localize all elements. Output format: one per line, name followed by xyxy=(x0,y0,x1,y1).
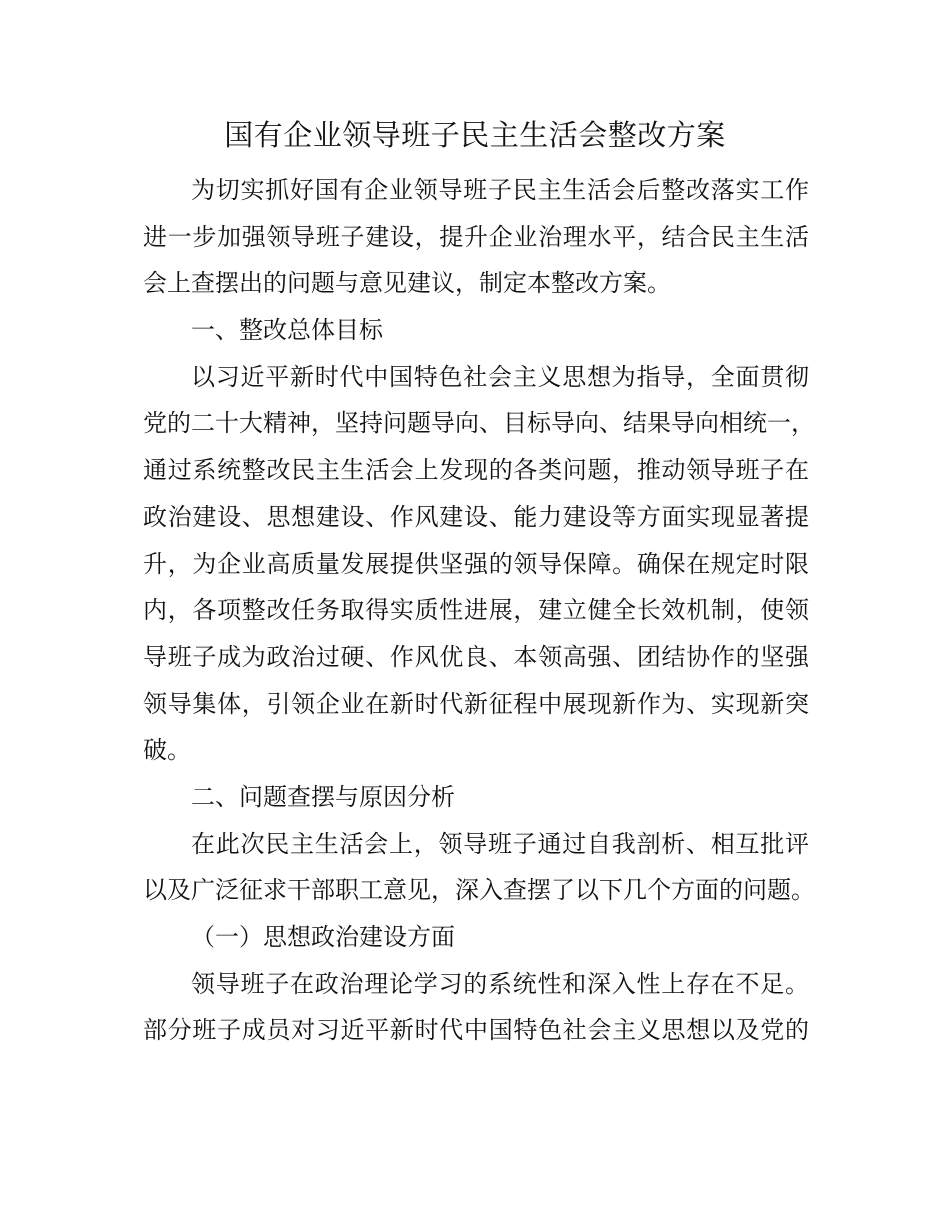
text-line: 领导集体，引领企业在新时代新征程中展现新作为、实现新突 xyxy=(143,689,809,718)
document-title: 国有企业领导班子民主生活会整改方案 xyxy=(224,118,726,152)
text-line: 一、整改总体目标 xyxy=(191,316,383,345)
text-line: 在此次民主生活会上，领导班子通过自我剖析、相互批评 xyxy=(191,829,809,858)
text-line: 领导班子在政治理论学习的系统性和深入性上存在不足。 xyxy=(191,969,809,998)
section-heading xyxy=(143,774,809,821)
text-line: 部分班子成员对习近平新时代中国特色社会主义思想以及党的 xyxy=(143,1016,809,1045)
paragraph xyxy=(143,167,809,307)
section-heading xyxy=(143,307,809,354)
text-line: 进一步加强领导班子建设，提升企业治理水平，结合民主生活 xyxy=(143,222,809,251)
paragraph xyxy=(143,961,809,1054)
text-line: 通过系统整改民主生活会上发现的各类问题，推动领导班子在 xyxy=(143,456,809,485)
text-line: 会上查摆出的问题与意见建议，制定本整改方案。 xyxy=(143,269,671,298)
paragraph xyxy=(143,821,815,914)
text-line: （一）思想政治建设方面 xyxy=(191,923,455,951)
paragraph xyxy=(143,354,815,774)
text-line: 升，为企业高质量发展提供坚强的领导保障。确保在规定时限 xyxy=(143,549,809,578)
text-line: 破。 xyxy=(143,736,191,765)
section-heading xyxy=(143,914,809,961)
text-line: 内，各项整改任务取得实质性进展，建立健全长效机制，使领 xyxy=(143,596,809,625)
text-line: 政治建设、思想建设、作风建设、能力建设等方面实现显著提 xyxy=(143,502,809,531)
text-line: 党的二十大精神，坚持问题导向、目标导向、结果导向相统一， xyxy=(143,409,815,438)
text-line: 导班子成为政治过硬、作风优良、本领高强、团结协作的坚强 xyxy=(143,642,809,671)
text-line: 为切实抓好国有企业领导班子民主生活会后整改落实工作 xyxy=(191,176,809,204)
text-line: 以及广泛征求干部职工意见，深入查摆了以下几个方面的问题。 xyxy=(143,876,815,905)
document-body xyxy=(143,167,815,1054)
text-line: 二、问题查摆与原因分析 xyxy=(191,782,455,811)
text-line: 以习近平新时代中国特色社会主义思想为指导，全面贯彻 xyxy=(191,362,809,391)
